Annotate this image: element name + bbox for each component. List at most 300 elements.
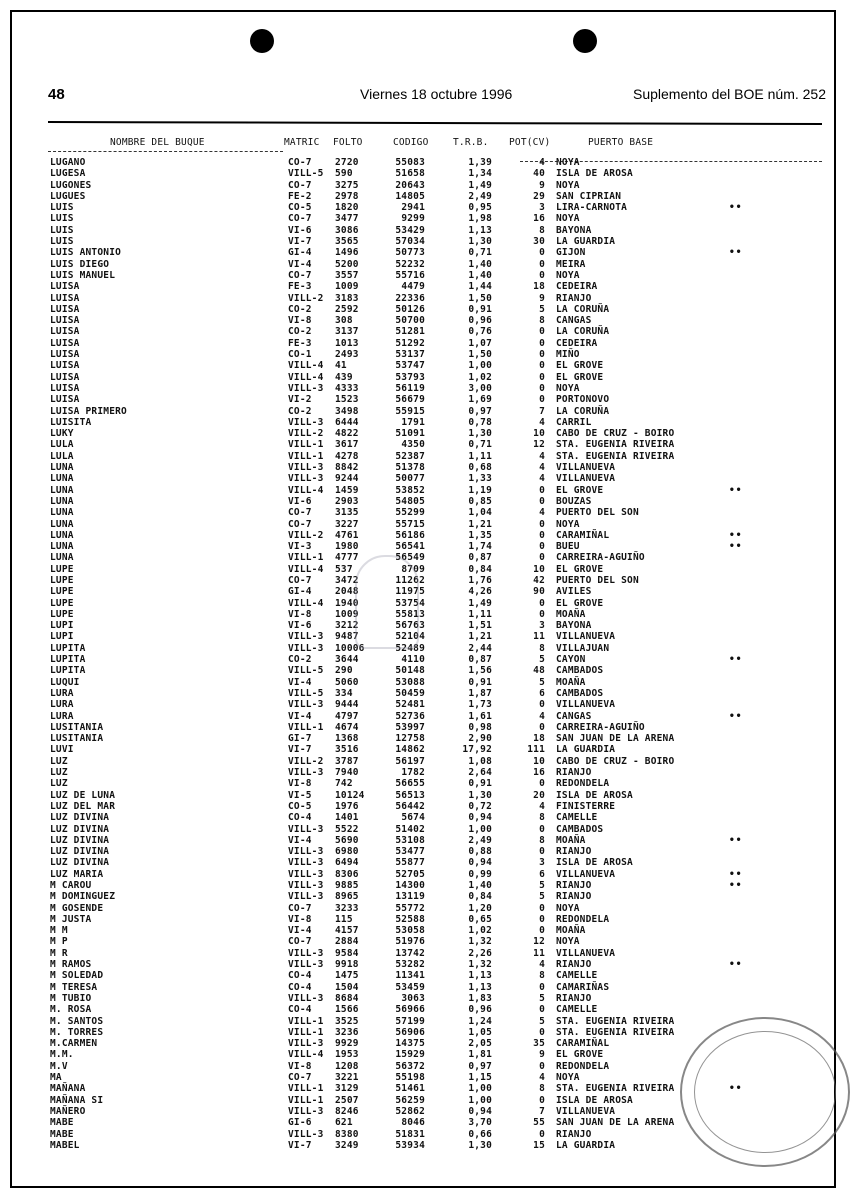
pot: 8 — [539, 812, 545, 824]
vessel-name: LUSITANIA — [50, 733, 104, 745]
puerto-base: NOYA — [556, 382, 580, 394]
codigo: 5674 — [401, 812, 425, 824]
puerto-base: LA GUARDIA — [556, 1139, 616, 1151]
table-row — [0, 756, 850, 767]
matric: FE-2 — [288, 190, 312, 202]
codigo: 56186 — [395, 529, 425, 541]
folio: 8965 — [335, 891, 359, 903]
pot: 40 — [533, 168, 545, 180]
matric: VI-7 — [288, 744, 312, 756]
vessel-name: M. SANTOS — [50, 1015, 104, 1027]
pot: 0 — [539, 484, 545, 496]
matric: GI-6 — [288, 1117, 312, 1129]
puerto-base: STA. EUGENIA RIVEIRA — [556, 439, 675, 451]
puerto-base: LA GUARDIA — [556, 744, 616, 756]
trb: 1,24 — [468, 1015, 492, 1027]
pot: 5 — [539, 891, 545, 903]
vessel-name: LUISA — [50, 292, 80, 304]
codigo: 15929 — [395, 1049, 425, 1061]
pot: 0 — [539, 495, 545, 507]
folio: 9584 — [335, 947, 359, 959]
col-matric: MATRIC — [284, 137, 320, 148]
puerto-base: BAYONA — [556, 224, 592, 236]
folio: 3498 — [335, 405, 359, 417]
pot: 29 — [533, 190, 545, 202]
codigo: 56119 — [395, 382, 425, 394]
pot: 0 — [539, 846, 545, 858]
table-row — [0, 677, 850, 688]
folio: 3787 — [335, 755, 359, 767]
puerto-base: NOYA — [556, 1072, 580, 1084]
folio: 6444 — [335, 416, 359, 428]
puerto-base: NOYA — [556, 213, 580, 225]
codigo: 57199 — [395, 1015, 425, 1027]
folio: 4674 — [335, 721, 359, 733]
codigo: 50700 — [395, 315, 425, 327]
codigo: 55915 — [395, 405, 425, 417]
table-row — [0, 417, 850, 428]
folio: 1401 — [335, 812, 359, 824]
matric: VILL-1 — [288, 1094, 324, 1106]
puerto-base: VILLANUEVA — [556, 1105, 616, 1117]
trb: 0,84 — [468, 891, 492, 903]
table-row — [0, 790, 850, 801]
vessel-table — [0, 157, 850, 1151]
matric: VI-5 — [288, 789, 312, 801]
trb: 1,74 — [468, 541, 492, 553]
vessel-name: MABE — [50, 1117, 74, 1129]
codigo: 53852 — [395, 484, 425, 496]
trb: 1,00 — [468, 823, 492, 835]
matric: VILL-4 — [288, 597, 324, 609]
codigo: 51976 — [395, 936, 425, 948]
trb: 0,97 — [468, 1060, 492, 1072]
folio: 10006 — [335, 642, 365, 654]
codigo: 56655 — [395, 778, 425, 790]
puerto-base: NOYA — [556, 936, 580, 948]
table-row — [0, 168, 850, 179]
matric: VILL-1 — [288, 1015, 324, 1027]
folio: 7940 — [335, 767, 359, 779]
trb: 1,83 — [468, 992, 492, 1004]
matric: VILL-4 — [288, 371, 324, 383]
vessel-name: LUISA — [50, 337, 80, 349]
trb: 1,40 — [468, 258, 492, 270]
pot: 0 — [539, 721, 545, 733]
table-row — [0, 394, 850, 405]
pot: 5 — [539, 1015, 545, 1027]
trb: 1,02 — [468, 925, 492, 937]
vessel-name: LUISA — [50, 281, 80, 293]
folio: 2507 — [335, 1094, 359, 1106]
puerto-base: NOYA — [556, 902, 580, 914]
puerto-base: RIANJO — [556, 1128, 592, 1140]
folio: 9444 — [335, 699, 359, 711]
vessel-name: LUZ DE LUNA — [50, 789, 116, 801]
folio: 41 — [335, 360, 347, 372]
table-row — [0, 711, 850, 722]
trb: 0,91 — [468, 303, 492, 315]
vessel-name: LUPE — [50, 597, 74, 609]
puerto-base: LIRA-CARNOTA — [556, 202, 628, 214]
table-row — [0, 360, 850, 371]
puerto-base: PUERTO DEL SON — [556, 574, 639, 586]
vessel-name: LUGUES — [50, 190, 86, 202]
table-row — [0, 213, 850, 224]
codigo: 52104 — [395, 631, 425, 643]
puerto-base: BAYONA — [556, 620, 592, 632]
vessel-name: LUIS — [50, 213, 74, 225]
table-row — [0, 688, 850, 699]
matric: VI-4 — [288, 676, 312, 688]
codigo: 52387 — [395, 450, 425, 462]
codigo: 53459 — [395, 981, 425, 993]
codigo: 53429 — [395, 224, 425, 236]
pot: 7 — [539, 1105, 545, 1117]
puerto-base: CAYON — [556, 654, 586, 666]
pot: 48 — [533, 665, 545, 677]
vessel-name: LUNA — [50, 552, 74, 564]
vessel-name: LURA — [50, 710, 74, 722]
trb: 2,64 — [468, 767, 492, 779]
codigo: 56763 — [395, 620, 425, 632]
pot: 0 — [539, 518, 545, 530]
marker: •• — [729, 202, 743, 214]
folio: 5200 — [335, 258, 359, 270]
folio: 3525 — [335, 1015, 359, 1027]
folio: 1459 — [335, 484, 359, 496]
codigo: 51658 — [395, 168, 425, 180]
codigo: 55198 — [395, 1072, 425, 1084]
table-row — [0, 620, 850, 631]
codigo: 53747 — [395, 360, 425, 372]
matric: VILL-3 — [288, 631, 324, 643]
codigo: 12758 — [395, 733, 425, 745]
matric: GI-7 — [288, 733, 312, 745]
table-row — [0, 835, 850, 846]
codigo: 1782 — [401, 767, 425, 779]
matric: VILL-3 — [288, 846, 324, 858]
trb: 0,72 — [468, 800, 492, 812]
matric: VILL-5 — [288, 687, 324, 699]
pot: 0 — [539, 552, 545, 564]
puerto-base: EL GROVE — [556, 484, 604, 496]
puerto-base: LA CORUÑA — [556, 326, 610, 338]
vessel-name: M CAROU — [50, 880, 92, 891]
puerto-base: RIANJO — [556, 846, 592, 858]
table-row — [0, 383, 850, 394]
matric: VILL-3 — [288, 462, 324, 474]
folio: 10124 — [335, 789, 365, 801]
vessel-name: LUQUI — [50, 676, 80, 688]
vessel-name: M RAMOS — [50, 959, 92, 971]
trb: 1,04 — [468, 507, 492, 519]
vessel-name: LUZ DEL MAR — [50, 800, 116, 812]
vessel-name: LUGONES — [50, 179, 92, 191]
puerto-base: MIÑO — [556, 349, 580, 361]
puerto-base: RIANJO — [556, 992, 592, 1004]
table-row — [0, 304, 850, 315]
table-row — [0, 519, 850, 530]
codigo: 13119 — [395, 891, 425, 903]
codigo: 53793 — [395, 371, 425, 383]
matric: VILL-5 — [288, 168, 324, 180]
vessel-name: M TUBIO — [50, 992, 92, 1004]
matric: CO-7 — [288, 179, 312, 191]
matric: VILL-3 — [288, 959, 324, 971]
pot: 4 — [539, 157, 545, 168]
vessel-name: LUZ DIVINA — [50, 823, 110, 835]
matric: VILL-3 — [288, 880, 324, 891]
folio: 9918 — [335, 959, 359, 971]
matric: VI-4 — [288, 834, 312, 846]
vessel-name: LUIS — [50, 202, 74, 214]
vessel-name: LUZ DIVINA — [50, 857, 110, 869]
vessel-name: LUZ — [50, 778, 68, 790]
codigo: 52736 — [395, 710, 425, 722]
pot: 0 — [539, 382, 545, 394]
puerto-base: GIJON — [556, 247, 586, 259]
matric: VILL-3 — [288, 416, 324, 428]
pot: 0 — [539, 371, 545, 383]
codigo: 56442 — [395, 800, 425, 812]
vessel-name: LUZ DIVINA — [50, 834, 110, 846]
pot: 3 — [539, 202, 545, 214]
pot: 0 — [539, 1004, 545, 1016]
folio: 9885 — [335, 880, 359, 891]
codigo: 57034 — [395, 236, 425, 248]
trb: 0,84 — [468, 563, 492, 575]
vessel-name: LUPITA — [50, 654, 86, 666]
puerto-base: CARAMIÑAL — [556, 529, 610, 541]
pot: 0 — [539, 1094, 545, 1106]
pot: 11 — [533, 947, 545, 959]
trb: 0,66 — [468, 1128, 492, 1140]
puerto-base: CARREIRA-AGUIÑO — [556, 721, 645, 733]
trb: 1,49 — [468, 597, 492, 609]
trb: 0,71 — [468, 247, 492, 259]
vessel-name: LUISA — [50, 394, 80, 406]
puerto-base: ISLA DE AROSA — [556, 1094, 633, 1106]
vessel-name: LUNA — [50, 529, 74, 541]
puerto-base: REDONDELA — [556, 1060, 610, 1072]
vessel-name: LUIS — [50, 236, 74, 248]
codigo: 9299 — [401, 213, 425, 225]
table-row — [0, 575, 850, 586]
puerto-base: MOAÑA — [556, 608, 586, 620]
matric: CO-4 — [288, 981, 312, 993]
pot: 18 — [533, 733, 545, 745]
folio: 3236 — [335, 1026, 359, 1038]
trb: 2,26 — [468, 947, 492, 959]
codigo: 51292 — [395, 337, 425, 349]
codigo: 14300 — [395, 880, 425, 891]
pot: 0 — [539, 337, 545, 349]
trb: 1,30 — [468, 236, 492, 248]
codigo: 13742 — [395, 947, 425, 959]
folio: 3227 — [335, 518, 359, 530]
pot: 42 — [533, 574, 545, 586]
pot: 35 — [533, 1038, 545, 1050]
vessel-name: MAÑERO — [50, 1105, 86, 1117]
table-row — [0, 586, 850, 597]
vessel-name: M GOSENDE — [50, 902, 104, 914]
folio: 290 — [335, 665, 353, 677]
pot: 10 — [533, 563, 545, 575]
trb: 1,35 — [468, 529, 492, 541]
table-row — [0, 338, 850, 349]
codigo: 56259 — [395, 1094, 425, 1106]
puerto-base: VILLANUEVA — [556, 462, 616, 474]
table-row — [0, 552, 850, 563]
puerto-base: CAMBADOS — [556, 687, 604, 699]
trb: 17,92 — [462, 744, 492, 756]
table-row — [0, 1016, 850, 1027]
pot: 4 — [539, 710, 545, 722]
pot: 0 — [539, 925, 545, 937]
trb: 2,49 — [468, 834, 492, 846]
marker: •• — [729, 654, 743, 666]
folio: 3135 — [335, 507, 359, 519]
matric: CO-7 — [288, 936, 312, 948]
trb: 0,91 — [468, 676, 492, 688]
pot: 0 — [539, 326, 545, 338]
punch-hole-left — [250, 29, 274, 53]
trb: 0,78 — [468, 416, 492, 428]
folio: 537 — [335, 563, 353, 575]
pot: 0 — [539, 269, 545, 281]
matric: GI-4 — [288, 586, 312, 598]
matric: VILL-4 — [288, 563, 324, 575]
pot: 111 — [527, 744, 545, 756]
trb: 0,65 — [468, 913, 492, 925]
vessel-name: LUISA — [50, 360, 80, 372]
pot: 6 — [539, 868, 545, 880]
folio: 3249 — [335, 1139, 359, 1151]
folio: 4822 — [335, 428, 359, 440]
codigo: 56372 — [395, 1060, 425, 1072]
matric: VILL-1 — [288, 552, 324, 564]
folio: 2592 — [335, 303, 359, 315]
matric: CO-7 — [288, 507, 312, 519]
matric: VILL-1 — [288, 439, 324, 451]
trb: 1,08 — [468, 755, 492, 767]
matric: VILL-3 — [288, 767, 324, 779]
vessel-name: LUKY — [50, 428, 74, 440]
codigo: 55772 — [395, 902, 425, 914]
puerto-base: LA GUARDIA — [556, 236, 616, 248]
folio: 334 — [335, 687, 353, 699]
matric: VILL-4 — [288, 484, 324, 496]
puerto-base: NOYA — [556, 179, 580, 191]
codigo: 14805 — [395, 190, 425, 202]
pot: 4 — [539, 462, 545, 474]
puerto-base: STA. EUGENIA RIVEIRA — [556, 1026, 675, 1038]
matric: FE-3 — [288, 337, 312, 349]
trb: 1,11 — [468, 608, 492, 620]
marker: •• — [729, 880, 743, 891]
puerto-base: PUERTO DEL SON — [556, 507, 639, 519]
table-row — [0, 869, 850, 880]
pot: 4 — [539, 959, 545, 971]
folio: 4761 — [335, 529, 359, 541]
matric: CO-2 — [288, 405, 312, 417]
vessel-name: LUNA — [50, 507, 74, 519]
codigo: 53477 — [395, 846, 425, 858]
puerto-base: VILLANUEVA — [556, 699, 616, 711]
table-row — [0, 202, 850, 213]
vessel-name: LULA — [50, 439, 74, 451]
table-row — [0, 485, 850, 496]
vessel-name: LURA — [50, 687, 74, 699]
matric: VILL-3 — [288, 382, 324, 394]
folio: 3644 — [335, 654, 359, 666]
vessel-name: LUPITA — [50, 665, 86, 677]
codigo: 51378 — [395, 462, 425, 474]
trb: 3,70 — [468, 1117, 492, 1129]
codigo: 56541 — [395, 541, 425, 553]
pot: 8 — [539, 315, 545, 327]
folio: 3617 — [335, 439, 359, 451]
matric: VILL-3 — [288, 1128, 324, 1140]
codigo: 53137 — [395, 349, 425, 361]
vessel-name: LUIS — [50, 224, 74, 236]
table-row — [0, 406, 850, 417]
pot: 0 — [539, 247, 545, 259]
publication-date: Viernes 18 octubre 1996 — [360, 86, 513, 102]
pot: 10 — [533, 755, 545, 767]
table-row — [0, 948, 850, 959]
official-stamp — [680, 1017, 850, 1167]
puerto-base: SAN JUAN DE LA ARENA — [556, 1117, 675, 1129]
puerto-base: MOAÑA — [556, 676, 586, 688]
puerto-base: FINISTERRE — [556, 800, 616, 812]
table-row — [0, 767, 850, 778]
matric: CO-7 — [288, 269, 312, 281]
pot: 8 — [539, 642, 545, 654]
vessel-name: LUNA — [50, 518, 74, 530]
vessel-name: M R — [50, 947, 68, 959]
folio: 8684 — [335, 992, 359, 1004]
punch-hole-right — [573, 29, 597, 53]
vessel-name: M. ROSA — [50, 1004, 92, 1016]
trb: 1,13 — [468, 970, 492, 982]
trb: 2,49 — [468, 190, 492, 202]
vessel-name: LUNA — [50, 462, 74, 474]
vessel-name: M P — [50, 936, 68, 948]
vessel-name: M.V — [50, 1060, 68, 1072]
trb: 0,97 — [468, 405, 492, 417]
codigo: 50126 — [395, 303, 425, 315]
matric: VI-8 — [288, 778, 312, 790]
puerto-base: REDONDELA — [556, 778, 610, 790]
col-name: NOMBRE DEL BUQUE — [110, 137, 205, 148]
vessel-name: MA — [50, 1072, 62, 1084]
puerto-base: EL GROVE — [556, 563, 604, 575]
trb: 1,15 — [468, 1072, 492, 1084]
puerto-base: LA CORUÑA — [556, 405, 610, 417]
codigo: 56906 — [395, 1026, 425, 1038]
matric: VILL-3 — [288, 1105, 324, 1117]
folio: 1523 — [335, 394, 359, 406]
matric: VI-6 — [288, 620, 312, 632]
page-number: 48 — [48, 86, 65, 103]
folio: 590 — [335, 168, 353, 180]
marker: •• — [729, 959, 743, 971]
codigo: 52232 — [395, 258, 425, 270]
folio: 1980 — [335, 541, 359, 553]
pot: 0 — [539, 360, 545, 372]
